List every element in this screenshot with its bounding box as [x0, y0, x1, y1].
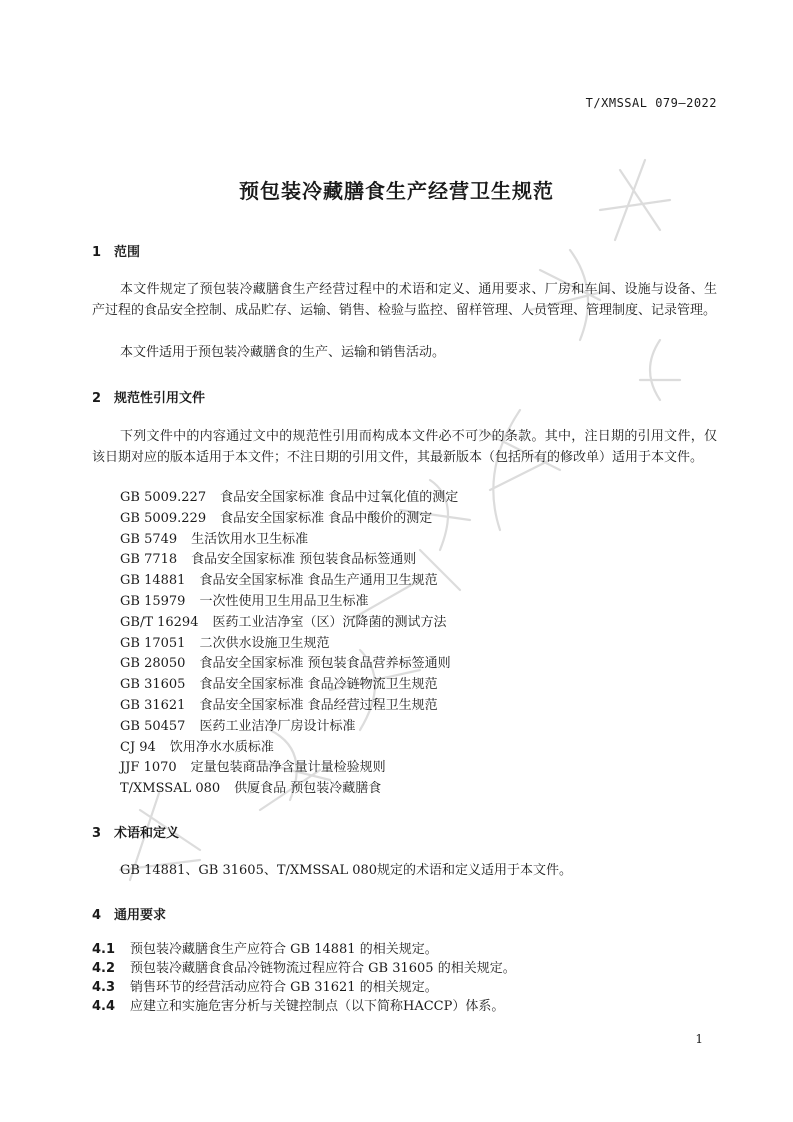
- reference-title: 定量包装商品净含量计量检验规则: [190, 760, 386, 776]
- clause-item: [92, 940, 516, 959]
- reference-code: JJF 1070: [120, 760, 177, 776]
- section-4-heading: [92, 904, 166, 923]
- document-title: 预包装冷藏膳食生产经营卫生规范: [239, 179, 554, 203]
- reference-item: [120, 779, 458, 800]
- reference-item: [120, 488, 458, 509]
- reference-item: [120, 696, 458, 717]
- reference-code: GB 17051: [120, 635, 186, 651]
- reference-code: T/XMSSAL 080: [120, 781, 221, 797]
- reference-title: 食品安全国家标准 食品中酸价的测定: [220, 510, 433, 526]
- reference-code: GB 31605: [120, 677, 186, 693]
- reference-item: [120, 571, 458, 592]
- reference-item: [120, 758, 458, 779]
- reference-title: 医药工业洁净厂房设计标准: [199, 718, 356, 734]
- reference-title: 食品安全国家标准 预包装食品标签通则: [191, 552, 417, 568]
- reference-code: GB 14881: [120, 573, 186, 589]
- reference-title: 医药工业洁净室（区）沉降菌的测试方法: [212, 614, 447, 630]
- clause-text: 销售环节的经营活动应符合 GB 31621 的相关规定。: [130, 980, 438, 995]
- section-title: 范围: [114, 245, 141, 260]
- reference-code: GB 15979: [120, 593, 186, 609]
- section-number: 2: [92, 391, 102, 406]
- clause-text: 预包装冷藏膳食食品冷链物流过程应符合 GB 31605 的相关规定。: [130, 961, 516, 976]
- reference-code: CJ 94: [120, 739, 156, 755]
- section-number: 1: [92, 245, 102, 260]
- reference-title: 生活饮用水卫生标准: [191, 531, 309, 547]
- reference-code: GB 28050: [120, 656, 186, 672]
- document-code: T/XMSSAL 079—2022: [585, 96, 717, 110]
- reference-title: 食品安全国家标准 预包装食品营养标签通则: [199, 656, 451, 672]
- section-number: 4: [92, 908, 102, 923]
- reference-title: 二次供水设施卫生规范: [199, 635, 330, 651]
- reference-title: 一次性使用卫生用品卫生标准: [199, 593, 369, 609]
- clause-number: 4.1: [92, 942, 116, 957]
- section-3-paragraph-1: GB 14881、GB 31605、T/XMSSAL 080规定的术语和定义适用于本文件。: [120, 863, 573, 878]
- section-number: 3: [92, 826, 102, 841]
- reference-title: 饮用净水水质标准: [169, 739, 274, 755]
- reference-item: [120, 717, 458, 738]
- section-2-heading: [92, 387, 205, 406]
- section-title: 通用要求: [114, 908, 167, 923]
- section-title: 术语和定义: [114, 826, 180, 841]
- clause-number: 4.2: [92, 961, 116, 976]
- clause-text: 应建立和实施危害分析与关键控制点（以下简称HACCP）体系。: [130, 999, 505, 1014]
- section-1-paragraph-2: 本文件适用于预包装冷藏膳食的生产、运输和销售活动。: [120, 345, 446, 360]
- clause-item: [92, 959, 516, 978]
- reference-item: [120, 675, 458, 696]
- reference-code: GB 50457: [120, 718, 186, 734]
- reference-code: GB 5009.229: [120, 510, 207, 526]
- clause-number: 4.3: [92, 980, 116, 995]
- reference-code: GB 5749: [120, 531, 178, 547]
- reference-item: [120, 634, 458, 655]
- section-2-paragraph-1: 下列文件中的内容通过文中的规范性引用而构成本文件必不可少的条款。其中，注日期的引用文件，仅该日期对应的版本适用于本文件；不注日期的引用文件，其最新版本（包括所有的修改单）适用于本文件。: [92, 429, 717, 465]
- reference-code: GB/T 16294: [120, 614, 199, 630]
- section-3-heading: [92, 822, 179, 841]
- page-number: 1: [695, 1032, 703, 1046]
- section-1-paragraph-1: 本文件规定了预包装冷藏膳食生产经营过程中的术语和定义、通用要求、厂房和车间、设施与设备、生产过程的食品安全控制、成品贮存、运输、销售、检验与监控、留样管理、人员管理、管理制度、记录管理。: [92, 282, 717, 318]
- reference-code: GB 5009.227: [120, 490, 207, 505]
- clause-list: [92, 940, 516, 1016]
- clause-item: [92, 997, 516, 1016]
- reference-item: [120, 550, 458, 571]
- reference-item: [120, 613, 458, 634]
- reference-item: [120, 592, 458, 613]
- clause-text: 预包装冷藏膳食生产应符合 GB 14881 的相关规定。: [130, 942, 438, 957]
- reference-title: 食品安全国家标准 食品冷链物流卫生规范: [199, 677, 438, 693]
- reference-item: [120, 530, 458, 551]
- section-1-heading: [92, 241, 140, 260]
- reference-title: 食品安全国家标准 食品生产通用卫生规范: [199, 573, 438, 589]
- section-title: 规范性引用文件: [114, 391, 206, 406]
- reference-item: [120, 738, 458, 759]
- reference-title: 食品安全国家标准 食品中过氧化值的测定: [220, 490, 459, 505]
- reference-code: GB 31621: [120, 697, 186, 713]
- reference-item: [120, 509, 458, 530]
- reference-list: [120, 488, 458, 800]
- reference-title: 供厦食品 预包装冷藏膳食: [234, 781, 382, 797]
- clause-item: [92, 978, 516, 997]
- reference-code: GB 7718: [120, 552, 178, 568]
- reference-title: 食品安全国家标准 食品经营过程卫生规范: [199, 697, 438, 713]
- clause-number: 4.4: [92, 999, 116, 1014]
- reference-item: [120, 654, 458, 675]
